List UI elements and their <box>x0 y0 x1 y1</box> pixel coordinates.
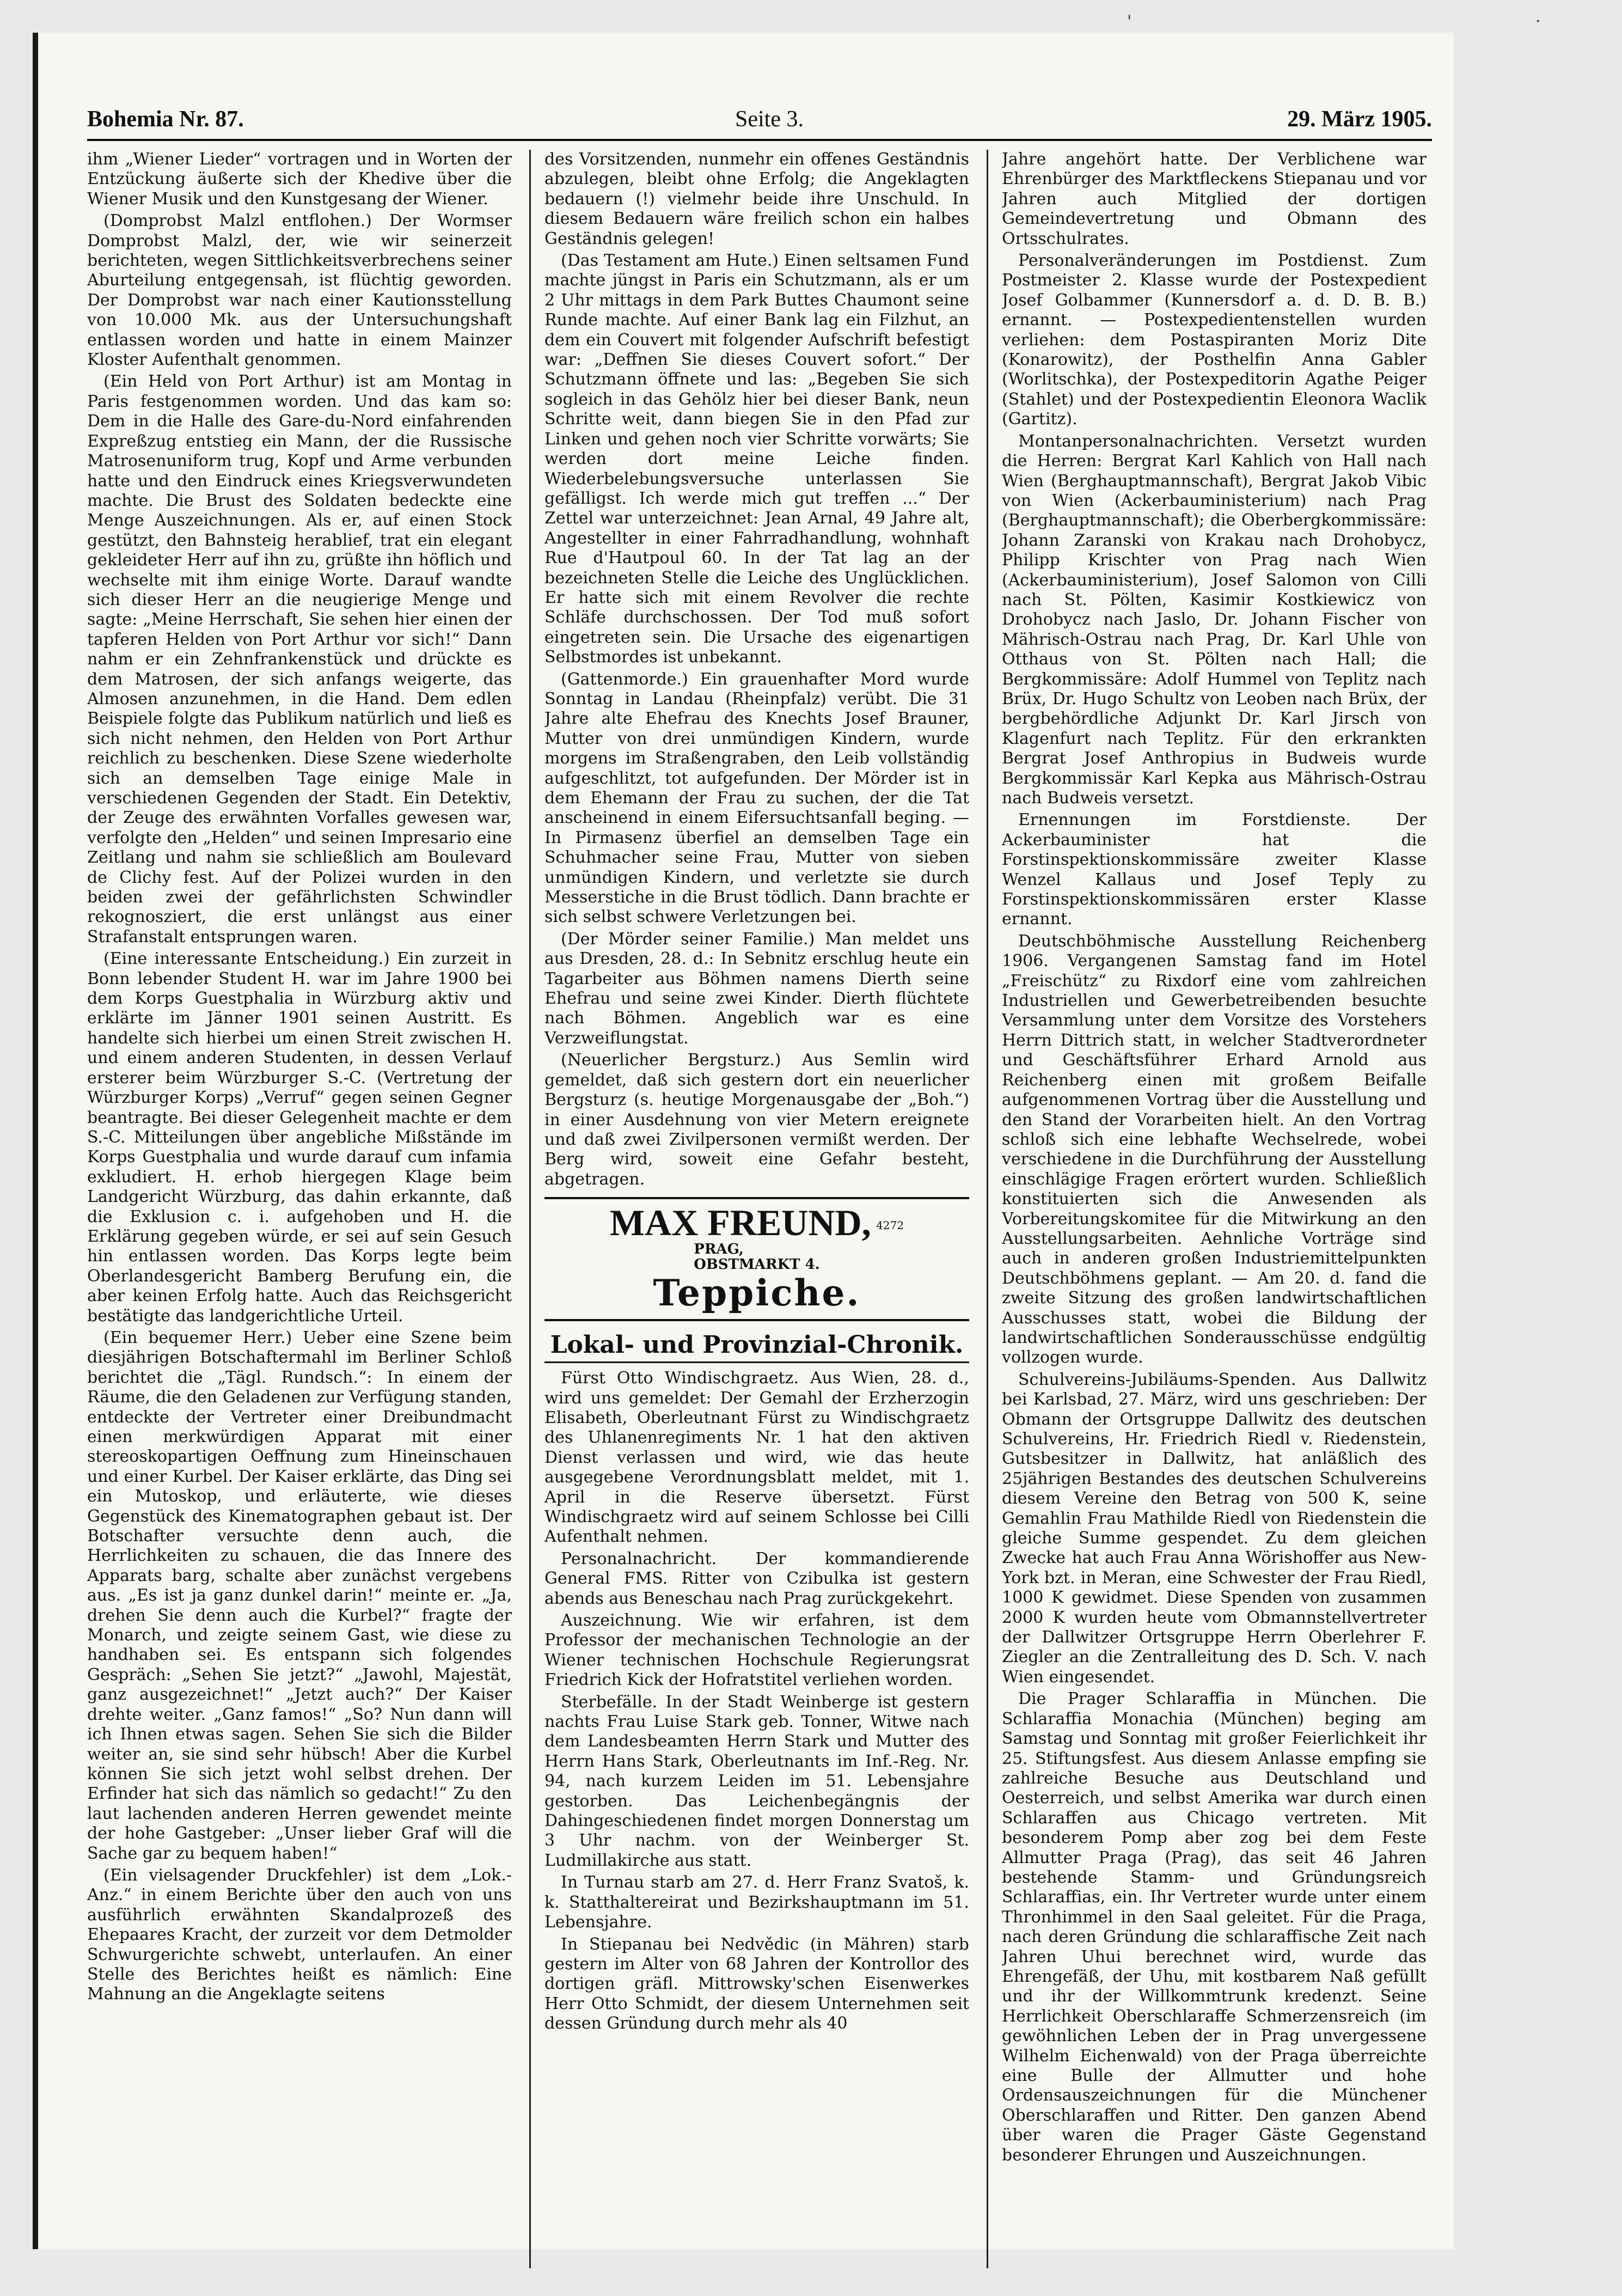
article-paragraph: (Gattenmorde.) Ein grauenhafter Mord wurde Sonntag in Landau (Rheinpfalz) verübt. Die 31 Jahre alte Ehefrau des Knechts Josef Brauner, Mutter von drei unmündigen Kindern, wurde morgens im Straßengraben, den Leib vollständig aufgeschlitzt, tot aufgefunden. Der Mörder ist in dem Ehemann der Frau zu suchen, der die Tat anscheinend in einem Eifersuchtsanfall beging. — In Pirmasenz überfiel an demselben Tage ein Schuhmacher seine Frau, Mutter von sieben unmündigen Kindern, und verletzte sie durch Messerstiche in die Brust tödlich. Dann brachte er sich selbst schwere Verletzungen bei. <box>544 669 969 927</box>
article-paragraph: Personalnachricht. Der kommandierende General FMS. Ritter von Czibulka ist gestern abends aus Beneschau nach Prag zurückgekehrt. <box>544 1549 969 1608</box>
article-paragraph: (Ein Held von Port Arthur) ist am Montag in Paris festgenommen worden. Und das kam so: Dem in die Halle des Gare-du-Nord einfahrenden Expreßzug entstieg ein Mann, der die Russische Matrosenuniform trug, Kopf und Arme verbunden hatte und den Eindruck eines Kriegsverwundeten machte. Die Brust des Soldaten bedeckte eine Menge Auszeichnungen. Als er, auf einen Stock gestützt, den Bahnsteig herablief, trat ein elegant gekleideter Herr auf ihn zu, grüßte ihn höflich und wechselte mit ihm einige Worte. Darauf wandte sich dieser Herr an die neugierige Menge und sagte: „Meine Herrschaft, Sie sehen hier einen der tapferen Helden von Port Arthur vor sich!“ Dann nahm er ein Zehnfrankenstück und drückte es dem Matrosen, der sich anfangs weigerte, das Almosen anzunehmen, in die Hand. Dem edlen Beispiele folgte das Publikum natürlich und ließ es sich nicht nehmen, den Helden von Port Arthur reichlich zu beschenken. Diese Szene wiederholte sich an demselben Tage einige Male in verschiedenen Gegenden der Stadt. Ein Detektiv, der Zeuge des erwähnten Vorfalles gewesen war, verfolgte den „Helden“ und seinen Impresario eine Zeitlang und nahm sie schließlich am Boulevard de Clichy fest. Auf der Polizei wurden in den beiden zwei der gefährlichsten Schwindler rekognosziert, die erst unlängst aus einer Strafanstalt entsprungen waren. <box>87 372 512 947</box>
article-paragraph: (Ein bequemer Herr.) Ueber eine Szene beim diesjährigen Botschaftermahl im Berliner Schloß berichtet die „Tägl. Rundsch.“: In einem der Räume, die den Geladenen zur Verfügung standen, entdeckte der Vertreter einer Dreibundmacht einen merkwürdigen Apparat mit einer stereoskopartigen Oeffnung zum Hineinschauen und einer Kurbel. Der Kaiser erklärte, das Ding sei ein Mutoskop, und erläuterte, wie dieses Gegenstück des Kinematographen gebaut ist. Der Botschafter versuchte denn auch, die Herrlichkeiten zu schauen, die das Innere des Apparats barg, schalte aber zunächst vergebens aus. „Es ist ja ganz dunkel darin!“ meinte er. „Ja, drehen Sie denn auch die Kurbel?“ fragte der Monarch, und zeigte seinem Gast, wie diese zu handhaben sei. Es entspann sich folgendes Gespräch: „Sehen Sie jetzt?“ „Jawohl, Majestät, ganz ausgezeichnet!“ „Jetzt auch?“ Der Kaiser drehte weiter. „Ganz famos!“ „So? Nun dann will ich Ihnen etwas sagen. Sehen Sie sich die Bilder weiter an, sie sind sehr hübsch! Aber die Kurbel können Sie sich jetzt wohl selbst drehen. Der Erfinder hat sich das nämlich so gedacht!“ Zu den laut lachenden anderen Herren gewendet meinte der hohe Gastgeber: „Unser lieber Graf will die Sache gar zu bequem haben!“ <box>87 1328 512 1863</box>
article-paragraph: In Turnau starb am 27. d. Herr Franz Svatoš, k. k. Statthaltereirat und Bezirkshauptmann im 51. Lebensjahre. <box>544 1873 969 1932</box>
scan-speck: · <box>1535 12 1541 31</box>
ad-street: OBSTMARKT 4. <box>694 1256 820 1273</box>
column-2 <box>544 150 969 2268</box>
article-paragraph: Personalveränderungen im Postdienst. Zum Postmeister 2. Klasse wurde der Postexpedient Josef Golbammer (Kunnersdorf a. d. D. B. B.) ernannt. — Postexpedientenstellen wurden verliehen: dem Postaspiranten Moriz Dite (Konarowitz), der Posthelfin Anna Gabler (Worlitschka), der Postexpeditorin Agathe Peiger (Stahlet) und der Postexpedientin Eleonora Waclik (Gartitz). <box>1002 251 1427 429</box>
page-number: Seite 3. <box>735 107 804 132</box>
article-paragraph: Montanpersonalnachrichten. Versetzt wurden die Herren: Bergrat Karl Kahlich von Hall nach Wien (Berghauptmannschaft), Bergrat Jakob Vibic von Wien (Ackerbauministerium) nach Prag (Berghauptmannschaft); die Oberbergkommissäre: Johann Zaranski von Krakau nach Drohobycz, Philipp Krischter von Prag nach Wien (Ackerbauministerium), Josef Salomon von Cilli nach St. Pölten, Kasimir Kostkiewicz von Drohobycz nach Jaslo, Dr. Johann Fischer von Mährisch-Ostrau nach Prag, Dr. Karl Uhle von Otthaus von St. Pölten nach Hall; die Bergkommissäre: Adolf Hummel von Teplitz nach Brüx, Dr. Hugo Schultz von Leoben nach Brüx, der bergbehördliche Adjunkt Dr. Karl Jirsch von Klagenfurt nach Teplitz. Für den erkrankten Bergrat Josef Anthropius in Budweis wurde Bergkommissär Karl Kepka aus Mährisch-Ostrau nach Budweis versetzt. <box>1002 431 1427 808</box>
article-paragraph: Jahre angehört hatte. Der Verblichene war Ehrenbürger des Marktfleckens Stiepanau und vor Jahren auch Mitglied der dortigen Gemeindevertretung und Obmann des Ortsschulrates. <box>1002 150 1427 248</box>
ad-firm-name: MAX FREUND, <box>609 1202 871 1244</box>
article-paragraph: ihm „Wiener Lieder“ vortragen und in Worten der Entzückung äußerte sich der Khedive über die Wiener Musik und den Kunstgesang der Wiener. <box>87 150 512 209</box>
ad-city: PRAG, <box>694 1241 744 1258</box>
ad-product: Teppiche. <box>653 1272 861 1315</box>
column-rule <box>987 150 988 2268</box>
section-heading: Lokal- und Provinzial-Chronik. <box>544 1329 969 1363</box>
scan-speck: ' <box>1127 12 1132 31</box>
column-1 <box>87 150 512 2268</box>
article-paragraph: In Stiepanau bei Nedvědic (in Mähren) starb gestern im Alter von 68 Jahren der Kontrollor des dortigen gräfl. Mittrowsky'schen Eisenwerkes Herr Otto Schmidt, der diesem Unternehmen seit dessen Gründung durch mehr als 40 <box>544 1934 969 2034</box>
page-header <box>87 106 1432 141</box>
article-paragraph: (Das Testament am Hute.) Einen seltsamen Fund machte jüngst in Paris ein Schutzmann, als er um 2 Uhr mittags in dem Park Buttes Chaumont seine Runde machte. Auf einer Bank lag ein Filzhut, an dem ein Couvert mit folgender Aufschrift befestigt war: „Deffnen Sie dieses Couvert sofort.“ Der Schutzmann öffnete und las: „Begeben Sie sich sogleich in das Gehölz hier bei dieser Bank, neun Schritte weit, dann biegen Sie in den Pfad zur Linken und gehen noch vier Schritte vorwärts; Sie werden dort meine Leiche finden. Wiederbelebungsversuche unterlassen Sie gefälligst. Ich werde mich gut treffen ...“ Der Zettel war unterzeichnet: Jean Arnal, 49 Jahre alt, Angestellter in einer Fahrradhandlung, wohnhaft Rue d'Hautpoul 60. In der Tat lag an der bezeichneten Stelle die Leiche des Unglücklichen. Er hatte sich mit einem Revolver die rechte Schläfe durchschossen. Der Tod muß sofort eingetreten sein. Die Ursache des eigenartigen Selbstmordes ist unbekannt. <box>544 251 969 667</box>
article-paragraph: Deutschböhmische Ausstellung Reichenberg 1906. Vergangenen Samstag fand im Hotel „Freischütz“ zu Rixdorf eine vom zahlreichen Industriellen und Gewerbetreibenden besuchte Versammlung unter dem Vorsitze des Vorstehers Herrn Dittrich statt, in welcher Stadtverordneter und Geschäftsführer Erhard Arnold aus Reichenberg einen mit großem Beifalle aufgenommenen Vortrag über die Ausstellung und den Stand der Vorarbeiten hielt. An den Vortrag schloß sich eine lebhafte Wechselrede, wobei verschiedene in die Durchführung der Ausstellung einschlägige Fragen erörtert wurden. Schließlich konstituierten sich die Anwesenden als Vorbereitungskomitee für die Mitwirkung an den Ausstellungsarbeiten. Aehnliche Vorträge sind auch in anderen großen Industriemittelpunkten Deutschböhmens geplant. — Am 20. d. fand die zweite Sitzung des großen landwirtschaftlichen Ausschusses statt, wobei die Bildung der landwirtschaftlichen Sonderausschüsse endgültig vollzogen wurde. <box>1002 931 1427 1367</box>
column-rule <box>529 150 531 2268</box>
article-paragraph: Fürst Otto Windischgraetz. Aus Wien, 28. d., wird uns gemeldet: Der Gemahl der Erzherzogin Elisabeth, Oberleutnant Fürst zu Windischgraetz des Uhlanenregiments Nr. 1 hat den aktiven Dienst verlassen und wird, wie das heute ausgegebene Verordnungsblatt meldet, mit 1. April in die Reserve übersetzt. Fürst Windischgraetz wird auf seinem Schlosse bei Cilli Aufenthalt nehmen. <box>544 1369 969 1547</box>
issue-number: Bohemia Nr. 87. <box>87 107 244 132</box>
article-paragraph: Schulvereins-Jubiläums-Spenden. Aus Dallwitz bei Karlsbad, 27. März, wird uns geschrieben: Der Obmann der Ortsgruppe Dallwitz des deutschen Schulvereins, Hr. Friedrich Riedl v. Riedenstein, Gutsbesitzer in Dallwitz, hat anläßlich des 25jährigen Bestandes des deutschen Schulvereins diesem Vereine den Betrag von 500 K, seine Gemahlin Frau Mathilde Riedl von Riedenstein die gleiche Summe gespendet. Zu dem gleichen Zwecke hat auch Frau Anna Wörishoffer aus New-York bzt. in Meran, eine Schwester der Frau Riedl, 1000 K gewidmet. Diese Spenden von zusammen 2000 K wurden heute vom Obmannstellvertreter der Dallwitzer Ortsgruppe Herrn Oberlehrer F. Ziegler an die Zentralleitung des D. Sch. V. nach Wien eingesendet. <box>1002 1370 1427 1687</box>
issue-date: 29. März 1905. <box>1287 107 1432 132</box>
article-paragraph: Auszeichnung. Wie wir erfahren, ist dem Professor der mechanischen Technologie an der Wiener technischen Hochschule Regierungsrat Friedrich Kick der Hofratstitel verliehen worden. <box>544 1611 969 1690</box>
article-paragraph: Die Prager Schlaraffia in München. Die Schlaraffia Monachia (München) beging am Samstag und Sonntag mit großer Feierlichkeit ihr 25. Stiftungsfest. Aus diesem Anlasse empfing sie zahlreiche Besuche aus Deutschland und Oesterreich, und selbst Amerika war durch einen Schlaraffen aus Chicago vertreten. Mit besonderem Pomp aber zog bei dem Feste Allmutter Praga (Prag), das seit 46 Jahren bestehende Stamm- und Gründungsreich Schlaraffias, ein. Ihr Vertreter wurde unter einem Thronhimmel in den Saal geleitet. Für die Praga, nach deren Gründung die schlaraffische Zeit nach Jahren Uhui berechnet wird, wurde das Ehrengefäß, der Uhu, mit kostbarem Naß gefüllt und ihr der Willkommtrunk kredenzt. Seine Herrlichkeit Oberschlaraffe Schmerzensreich (im gewöhnlichen Leben der in Prag unvergessene Wilhelm Eichenwald) von der Praga überreichte eine Bulle der Allmutter und hohe Ordensauszeichnungen für die Münchener Oberschlaraffen und Ritter. Den ganzen Abend über waren die Prager Gäste Gegenstand besonderer Ehrungen und Auszeichnungen. <box>1002 1689 1427 2165</box>
article-paragraph: (Eine interessante Entscheidung.) Ein zurzeit in Bonn lebender Student H. war im Jahre 1900 bei dem Korps Guestphalia in Würzburg aktiv und erklärte im Jänner 1901 seinen Austritt. Es handelte sich hierbei um einen Streit zwischen H. und einem anderen Studenten, in dessen Verlauf ersterer beim Würzburger S.-C. (Vertretung der Würzburger Korps) „Verruf“ gegen seinen Gegner beantragte. Bei dieser Gelegenheit machte er dem S.-C. Mitteilungen über angebliche Mißstände im Korps Guestphalia und wurde darauf cum infamia exkludiert. H. erhob hiergegen Klage beim Landgericht Würzburg, das dahin erkannte, daß die Exklusion c. i. aufgehoben und H. die Erklärung gegeben würde, er sei auf sein Gesuch hin entlassen worden. Das Korps legte beim Oberlandesgericht Bamberg Berufung ein, die aber keinen Erfolg hatte. Auch das Reichsgericht bestätigte das landgerichtliche Urteil. <box>87 949 512 1326</box>
article-paragraph: Ernennungen im Forstdienste. Der Ackerbauminister hat die Forstinspektionskommissäre zweiter Klasse Wenzel Kallaus und Josef Teply zu Forstinspektionskommissären erster Klasse ernannt. <box>1002 810 1427 929</box>
article-paragraph: (Ein vielsagender Druckfehler) ist dem „Lok.-Anz.“ in einem Berichte über den auch von uns ausführlich erwähnten Skandalprozeß des Ehepaares Kracht, der zurzeit vor dem Detmolder Schwurgerichte schwebt, unterlaufen. An einer Stelle des Berichtes heißt es nämlich: Eine Mahnung an die Angeklagte seitens <box>87 1865 512 2004</box>
article-paragraph: (Neuerlicher Bergsturz.) Aus Semlin wird gemeldet, daß sich gestern dort ein neuerlicher Bergsturz (s. heutige Morgenausgabe der „Boh.“) in einer Ausdehnung von vier Metern ereignete und daß zwei Zivilpersonen vermißt werden. Der Berg wird, soweit eine Gefahr besteht, abgetragen. <box>544 1051 969 1189</box>
article-paragraph: (Domprobst Malzl entflohen.) Der Wormser Domprobst Malzl, der, wie wir seinerzeit berichteten, wegen Sittlichkeitsverbrechens seiner Aburteilung entgegensah, ist flüchtig geworden. Der Domprobst war nach einer Kautionsstellung von 10.000 Mk. aus der Untersuchungshaft entlassen worden und hatte in einem Mainzer Kloster Aufenthalt genommen. <box>87 211 512 370</box>
article-paragraph: des Vorsitzenden, nunmehr ein offenes Geständnis abzulegen, bleibt ohne Erfolg; die Angeklagten bedauern (!) vielmehr beide ihre Unschuld. In diesem Bedauern wäre freilich schon ein halbes Geständnis gelegen! <box>544 150 969 248</box>
ad-telephone: 4272 <box>876 1219 904 1232</box>
article-paragraph: (Der Mörder seiner Familie.) Man meldet uns aus Dresden, 28. d.: In Sebnitz erschlug heute ein Tagarbeiter aus Böhmen namens Dierth seine Ehefrau und seine zwei Kinder. Dierth flüchtete nach Böhmen. Angeblich war es eine Verzweiflungstat. <box>544 929 969 1048</box>
advertisement <box>544 1197 969 1321</box>
article-paragraph: Sterbefälle. In der Stadt Weinberge ist gestern nachts Frau Luise Stark geb. Tonner, Witwe nach dem Landesbeamten Herrn Stark und Mutter des Herrn Hans Stark, Oberleutnants im Inf.-Reg. Nr. 94, nach kurzem Leiden im 51. Lebensjahre gestorben. Das Leichenbegängnis der Dahingeschiedenen findet morgen Donnerstag um 3 Uhr nachm. von der Weinberger St. Ludmillakirche aus statt. <box>544 1692 969 1870</box>
column-3 <box>1002 150 1427 2268</box>
